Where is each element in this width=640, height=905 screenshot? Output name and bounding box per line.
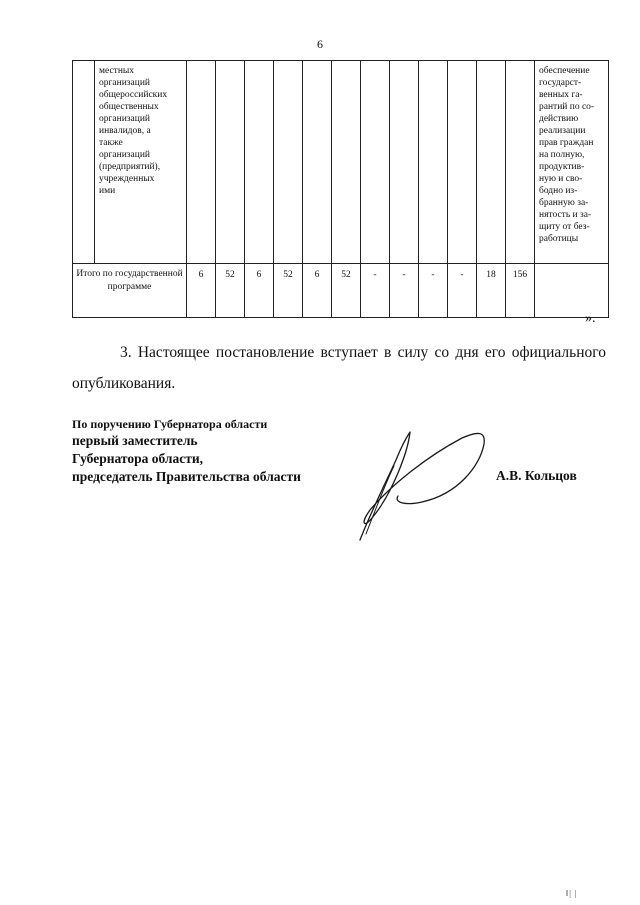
- note-line: бодно из-: [539, 186, 578, 196]
- total-value: 156: [506, 264, 535, 318]
- total-value: -: [419, 264, 448, 318]
- note-line: щиту от без-: [539, 222, 590, 232]
- paragraph-effective-date: 3. Настоящее постановление вступает в силу со дня его официального опубликования.: [72, 344, 606, 392]
- signature-line-position: первый заместитель: [72, 433, 198, 448]
- page-number: 6: [317, 37, 323, 51]
- table-row-total: [73, 264, 609, 318]
- total-value: 6: [303, 264, 332, 318]
- table-cell-description: [95, 61, 187, 264]
- table-cell-empty: [535, 264, 609, 318]
- description-line: также: [99, 138, 123, 148]
- description-line: общественных: [99, 102, 159, 112]
- table-cell-empty: [419, 61, 448, 264]
- description-line: организаций: [99, 150, 151, 160]
- table-cell-empty: [303, 61, 332, 264]
- total-value: -: [390, 264, 419, 318]
- total-value: 52: [216, 264, 245, 318]
- table-cell-empty: [187, 61, 216, 264]
- total-value: 52: [332, 264, 361, 318]
- note-line: действию: [539, 114, 579, 124]
- table-cell-empty: [332, 61, 361, 264]
- table-cell-empty: [361, 61, 390, 264]
- program-table: [72, 60, 609, 318]
- note-line: рантий по со-: [539, 102, 595, 112]
- total-value: 6: [245, 264, 274, 318]
- note-line: венных га-: [539, 90, 583, 100]
- total-value: 52: [274, 264, 303, 318]
- handwritten-signature: [340, 422, 500, 547]
- total-label: Итого по государственной программе: [73, 264, 187, 318]
- description-line: общероссийских: [99, 90, 168, 100]
- table-cell-empty: [448, 61, 477, 264]
- note-line: работицы: [539, 234, 579, 244]
- note-line: бранную за-: [539, 198, 589, 208]
- corner-mark: ǁ| |: [566, 889, 578, 898]
- table-cell-empty: [506, 61, 535, 264]
- table-cell-empty: [390, 61, 419, 264]
- signature-block: [72, 416, 301, 486]
- signature-line-instruction: По поручению Губернатора области: [72, 417, 268, 431]
- description-line: организаций: [99, 114, 151, 124]
- table-cell-empty: [274, 61, 303, 264]
- note-line: на полную,: [539, 150, 585, 160]
- note-line: реализации: [539, 126, 586, 136]
- signatory-name: А.В. Кольцов: [496, 468, 577, 483]
- note-line: обеспечение: [539, 66, 590, 76]
- note-line: ную и сво-: [539, 174, 583, 184]
- total-value: -: [448, 264, 477, 318]
- total-value: 18: [477, 264, 506, 318]
- description-line: (предприятий),: [99, 162, 161, 172]
- table-cell-empty: [477, 61, 506, 264]
- table-cell-number: [73, 61, 95, 264]
- description-line: инвалидов, а: [99, 126, 151, 136]
- note-line: государст-: [539, 78, 582, 88]
- table-cell-empty: [245, 61, 274, 264]
- description-line: ими: [99, 186, 116, 196]
- signature-line-chairman: председатель Правительства области: [72, 469, 301, 484]
- signature-stroke: [366, 466, 394, 534]
- signature-stroke: [360, 432, 484, 540]
- program-table-wrapper: [72, 60, 608, 318]
- description-line: местных: [99, 66, 135, 76]
- total-value: 6: [187, 264, 216, 318]
- table-cell-note: [535, 61, 609, 264]
- total-value: -: [361, 264, 390, 318]
- table-row-main: [73, 61, 609, 264]
- closing-quote: ».: [585, 311, 596, 326]
- table-cell-empty: [216, 61, 245, 264]
- description-line: учрежденных: [99, 174, 155, 184]
- note-line: продуктив-: [539, 162, 585, 172]
- note-line: прав граждан: [539, 138, 594, 148]
- note-line: нятость и за-: [539, 210, 592, 220]
- signature-line-governor: Губернатора области,: [72, 451, 203, 466]
- description-line: организаций: [99, 78, 151, 88]
